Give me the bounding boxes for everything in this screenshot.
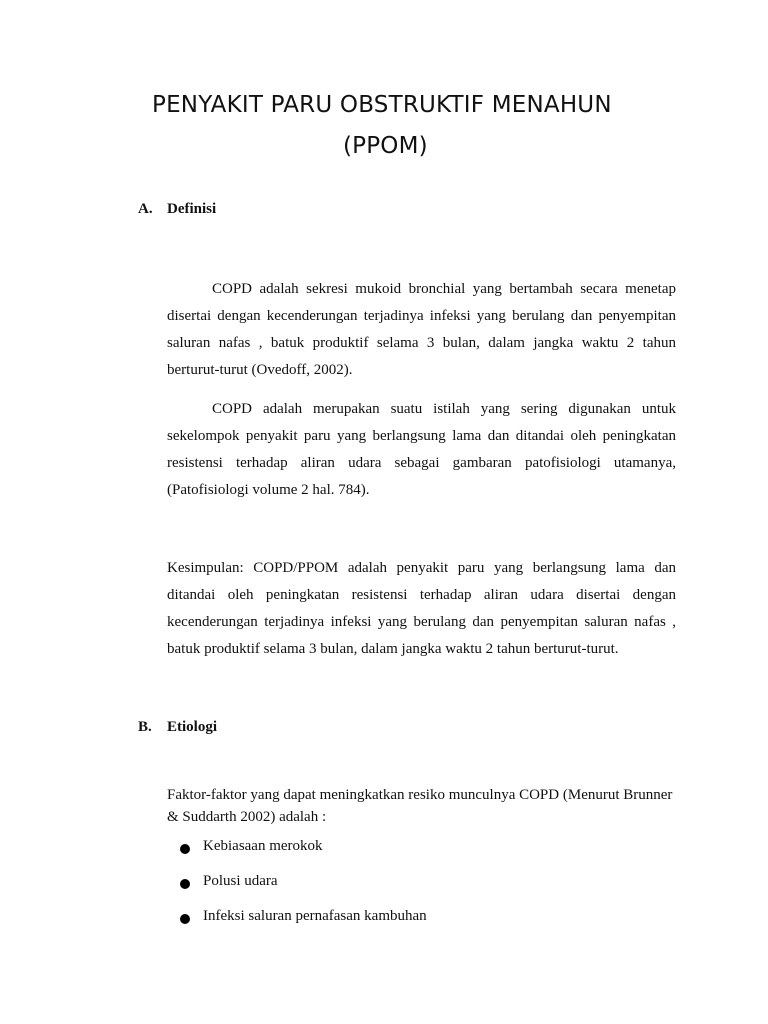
definition-paragraph-2: COPD adalah merupakan suatu istilah yang sering digunakan untuk sekelompok penyakit paru yang berlangsung lama dan ditandai oleh peningkatan resistensi terhadap aliran udara sebagai gambaran patofisiologi utamanya, (Patofisiologi volume 2 hal. 784). (167, 401, 676, 498)
document-title-line1: PENYAKIT PARU OBSTRUKTIF MENAHUN (152, 92, 612, 118)
section-b-number: B. (138, 719, 152, 735)
etiology-intro: Faktor-faktor yang dapat meningkatkan resiko munculnya COPD (Menurut Brunner & Suddarth 2002) adalah : (167, 787, 673, 825)
definition-paragraph-1: COPD adalah sekresi mukoid bronchial yang bertambah secara menetap disertai dengan kecenderungan terjadinya infeksi yang berulang dan penyempitan saluran nafas , batuk produktif selama 3 bulan, dalam jangka waktu 2 tahun berturut-turut (Ovedoff, 2002). (167, 281, 676, 378)
bullet-icon (180, 914, 190, 924)
list-item-text: Kebiasaan merokok (203, 838, 323, 854)
list-item-text: Infeksi saluran pernafasan kambuhan (203, 908, 427, 924)
bullet-icon (180, 844, 190, 854)
section-a-number: A. (138, 201, 153, 217)
etiology-factor-list (180, 838, 427, 943)
list-item-text: Polusi udara (203, 873, 278, 889)
list-item (180, 838, 427, 873)
bullet-icon (180, 879, 190, 889)
list-item (180, 873, 427, 908)
section-b-heading (138, 719, 217, 736)
list-item (180, 908, 427, 943)
section-a-title: Definisi (167, 201, 217, 217)
section-b-title: Etiologi (167, 719, 218, 735)
definition-conclusion: Kesimpulan: COPD/PPOM adalah penyakit paru yang berlangsung lama dan ditandai oleh peningkatan resistensi terhadap aliran udara disertai dengan kecenderungan terjadinya infeksi yang berulang dan penyempitan saluran nafas , batuk produktif selama 3 bulan, dalam jangka waktu 2 tahun berturut-turut. (167, 560, 676, 657)
document-title-line2: (PPOM) (343, 133, 428, 159)
section-a-heading (138, 201, 216, 218)
